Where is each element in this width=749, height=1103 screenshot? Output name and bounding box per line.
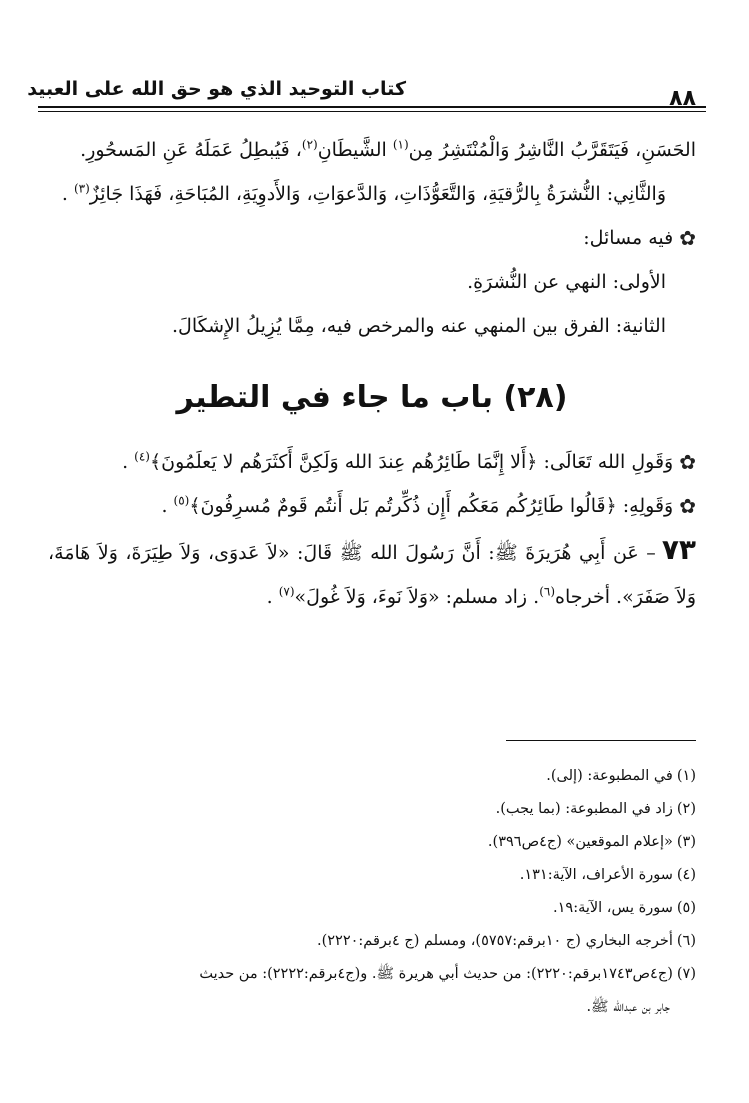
- hadith-73: ٧٣– عَن أَبِي هُرَيرَةَ ﷺ: أَنَّ رَسُولَ الله ﷺ قَالَ: «لاَ عَدوَى، وَلاَ طِيَرَةَ، وَلاَ هَامَةَ، وَلاَ صَفَرَ». أخرجاه$^{(٦)}$. زاد مسلم: «وَلاَ نَوءَ، وَلاَ غُولَ»$^{(٧)}$ .: [48, 533, 696, 608]
- footnote-7: (٧)(ج٤ص١٧٤٣برقم:٢٢٢٠): من حديث أبي هريرة ﷺ. و(ج٤برقم:٢٢٢٢): من حديث: [199, 966, 696, 982]
- main-text: [48, 128, 696, 619]
- footnote-6: (٦)أخرجه البخاري (ج ١٠برقم:٥٧٥٧)، ومسلم (ج ٤برقم:٢٢٢٠).: [316, 933, 696, 949]
- rosette-icon: ✿: [679, 494, 696, 518]
- masail-label: ✿فيه مسائل:: [48, 216, 696, 260]
- footnote-3: (٣)«إعلام الموقعين» (ج٤ص٣٩٦).: [487, 834, 696, 850]
- footnote-ref-1[interactable]: (١): [392, 137, 409, 152]
- paragraph-1: الحَسَنِ، فَيَتَقَرَّبُ النَّاشِرُ وَالْمُنْتَشِرُ مِن$^{(١)}$ الشَّيطَانِ$^{(٢)}$، فَيُبطِلُ عَمَلَهُ عَنِ المَسحُورِ.: [80, 137, 696, 161]
- footnote-ref-2[interactable]: (٢): [301, 137, 318, 152]
- footnote-2: (٢)زاد في المطبوعة: (بما يجب).: [495, 801, 696, 817]
- footnote-ref-6[interactable]: (٦): [539, 584, 556, 599]
- footnote-ref-5[interactable]: (٥): [173, 493, 190, 508]
- footnote-5: (٥)سورة يس، الآية:١٩.: [553, 900, 696, 916]
- footnote-separator: [506, 740, 696, 741]
- page-number: ٨٨: [669, 86, 696, 111]
- header-rule-thin: [38, 111, 706, 112]
- chapter-heading: (٢٨) باب ما جاء في التطير: [176, 380, 568, 415]
- quran-verse-1: ✿وَقَولِ الله تَعَالَى: ﴿أَلا إِنَّمَا طَائِرُهُم عِندَ الله وَلَكِنَّ أَكثَرَهُم لا يَعلَمُونَ﴾$^{(٤)}$ .: [48, 440, 696, 484]
- footnote-ref-4[interactable]: (٤): [134, 449, 150, 464]
- footnote-1: (١)في المطبوعة: (إلى).: [546, 768, 696, 784]
- footnote-ref-3[interactable]: (٣): [73, 181, 90, 196]
- hadith-number: ٧٣: [661, 533, 696, 566]
- paragraph-2: وَالثَّانِي: النُّشرَةُ بِالرُّقيَةِ، وَالتَّعَوُّذَاتِ، وَالدَّعوَاتِ، وَالأَدوِيَةِ، المُبَاحَةِ، فَهَذَا جَائِزٌ$^{(٣)}$ .: [61, 181, 666, 205]
- footnote-4: (٤)سورة الأعراف، الآية:١٣١.: [519, 867, 696, 883]
- masail-item-2: الثانية: الفرق بين المنهي عنه والمرخص فيه، مِمَّا يُزِيلُ الإِشكَالَ.: [171, 315, 666, 337]
- rosette-icon: ✿: [679, 226, 696, 250]
- footnotes: [52, 760, 696, 1024]
- page-header: [27, 78, 706, 114]
- header-rule: [38, 106, 706, 108]
- running-title: كتاب التوحيد الذي هو حق الله على العبيد: [27, 78, 406, 100]
- rosette-icon: ✿: [679, 450, 696, 474]
- masail-item-1: الأولى: النهي عن النُّشرَةِ.: [467, 271, 666, 293]
- quran-verse-2: ✿وَقَولِهِ: ﴿قَالُوا طَائِرُكُم مَعَكُم أَإِن ذُكِّرتُم بَل أَنتُم قَومٌ مُسرِفُونَ﴾$^{(٥)}$ .: [48, 484, 696, 528]
- footnote-ref-7[interactable]: (٧): [278, 584, 295, 599]
- footnote-7-continuation: جابر بن عبدالله ﷺ.: [586, 999, 670, 1015]
